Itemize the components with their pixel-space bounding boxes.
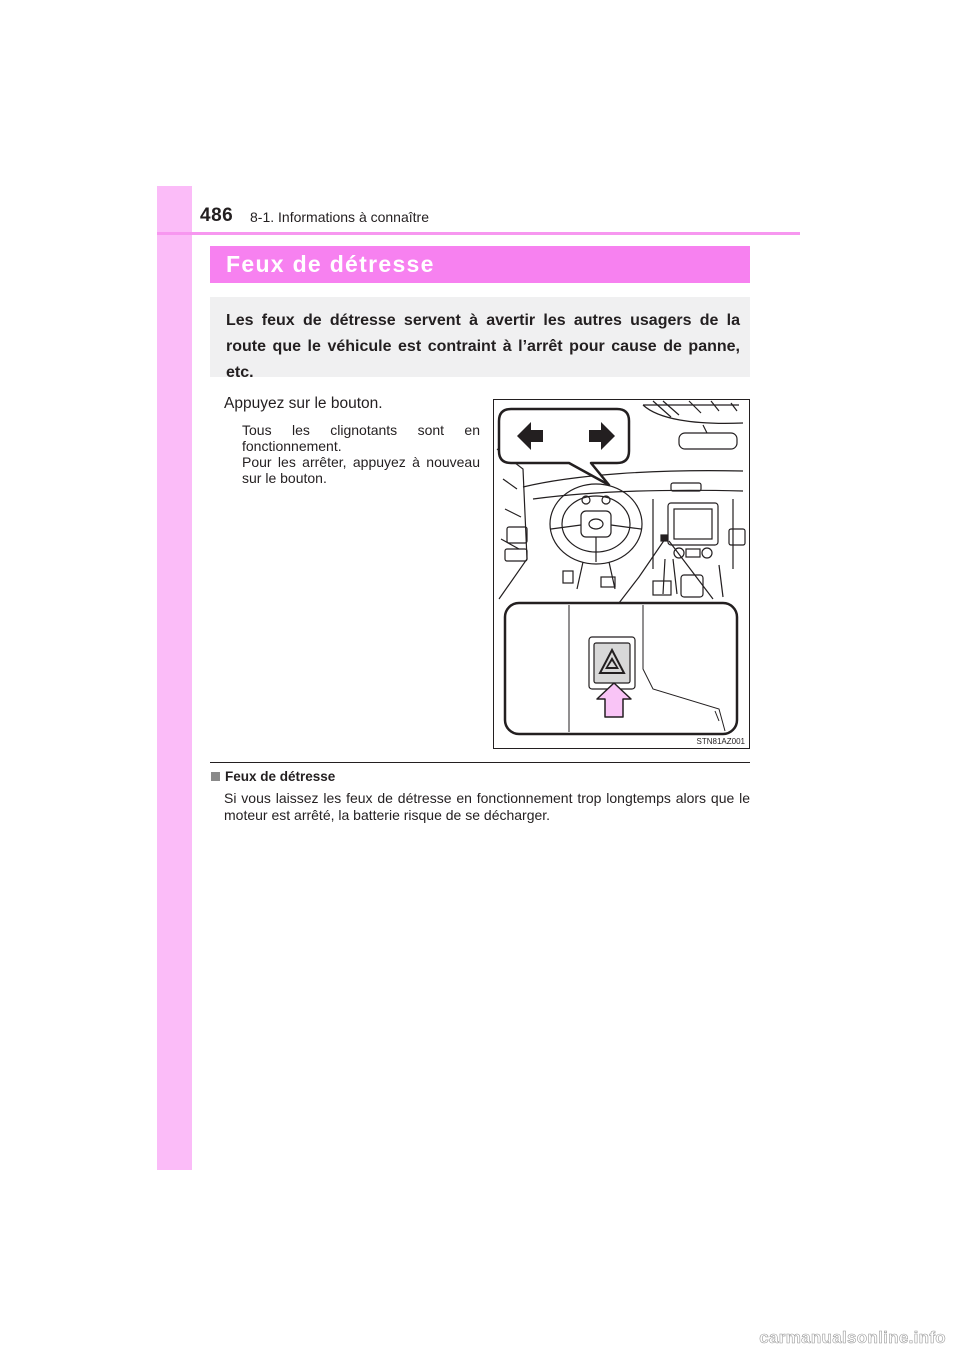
note-body: Si vous laissez les feux de détresse en fonctionnement trop longtemps alors que le moteur est arrêté, la batterie risque de se décharger.: [224, 790, 750, 823]
note-heading: [211, 769, 335, 784]
step-detail-line-1: Tous les clignotants sont en fonctionnement.: [242, 422, 480, 454]
step-detail: [242, 422, 480, 486]
watermark: carmanualsonline.info: [759, 1328, 946, 1347]
step-instruction: Appuyez sur le bouton.: [224, 395, 383, 412]
sidebar-strip: [157, 186, 192, 1170]
hazard-button-illustration: [493, 399, 750, 749]
intro-box: [210, 297, 750, 381]
note-title: Feux de détresse: [225, 769, 336, 784]
header-rule: [157, 232, 800, 235]
step-detail-line-2: Pour les arrêter, appuyez à nouveau sur le bouton.: [242, 454, 480, 486]
illustration-code: STN81AZ001: [696, 737, 745, 746]
title-bar: [210, 246, 750, 283]
section-label: 8-1. Informations à connaître: [250, 209, 429, 225]
section-divider: [210, 762, 750, 763]
hazard-button-inset: [505, 603, 737, 734]
intro-text: Les feux de détresse servent à avertir les autres usagers de la route que le véhicule est contraint à l’arrêt pour cause de panne, etc.: [226, 312, 740, 381]
page-title: Feux de détresse: [226, 251, 435, 277]
square-bullet-icon: [211, 772, 220, 781]
page-number: 486: [200, 205, 234, 226]
